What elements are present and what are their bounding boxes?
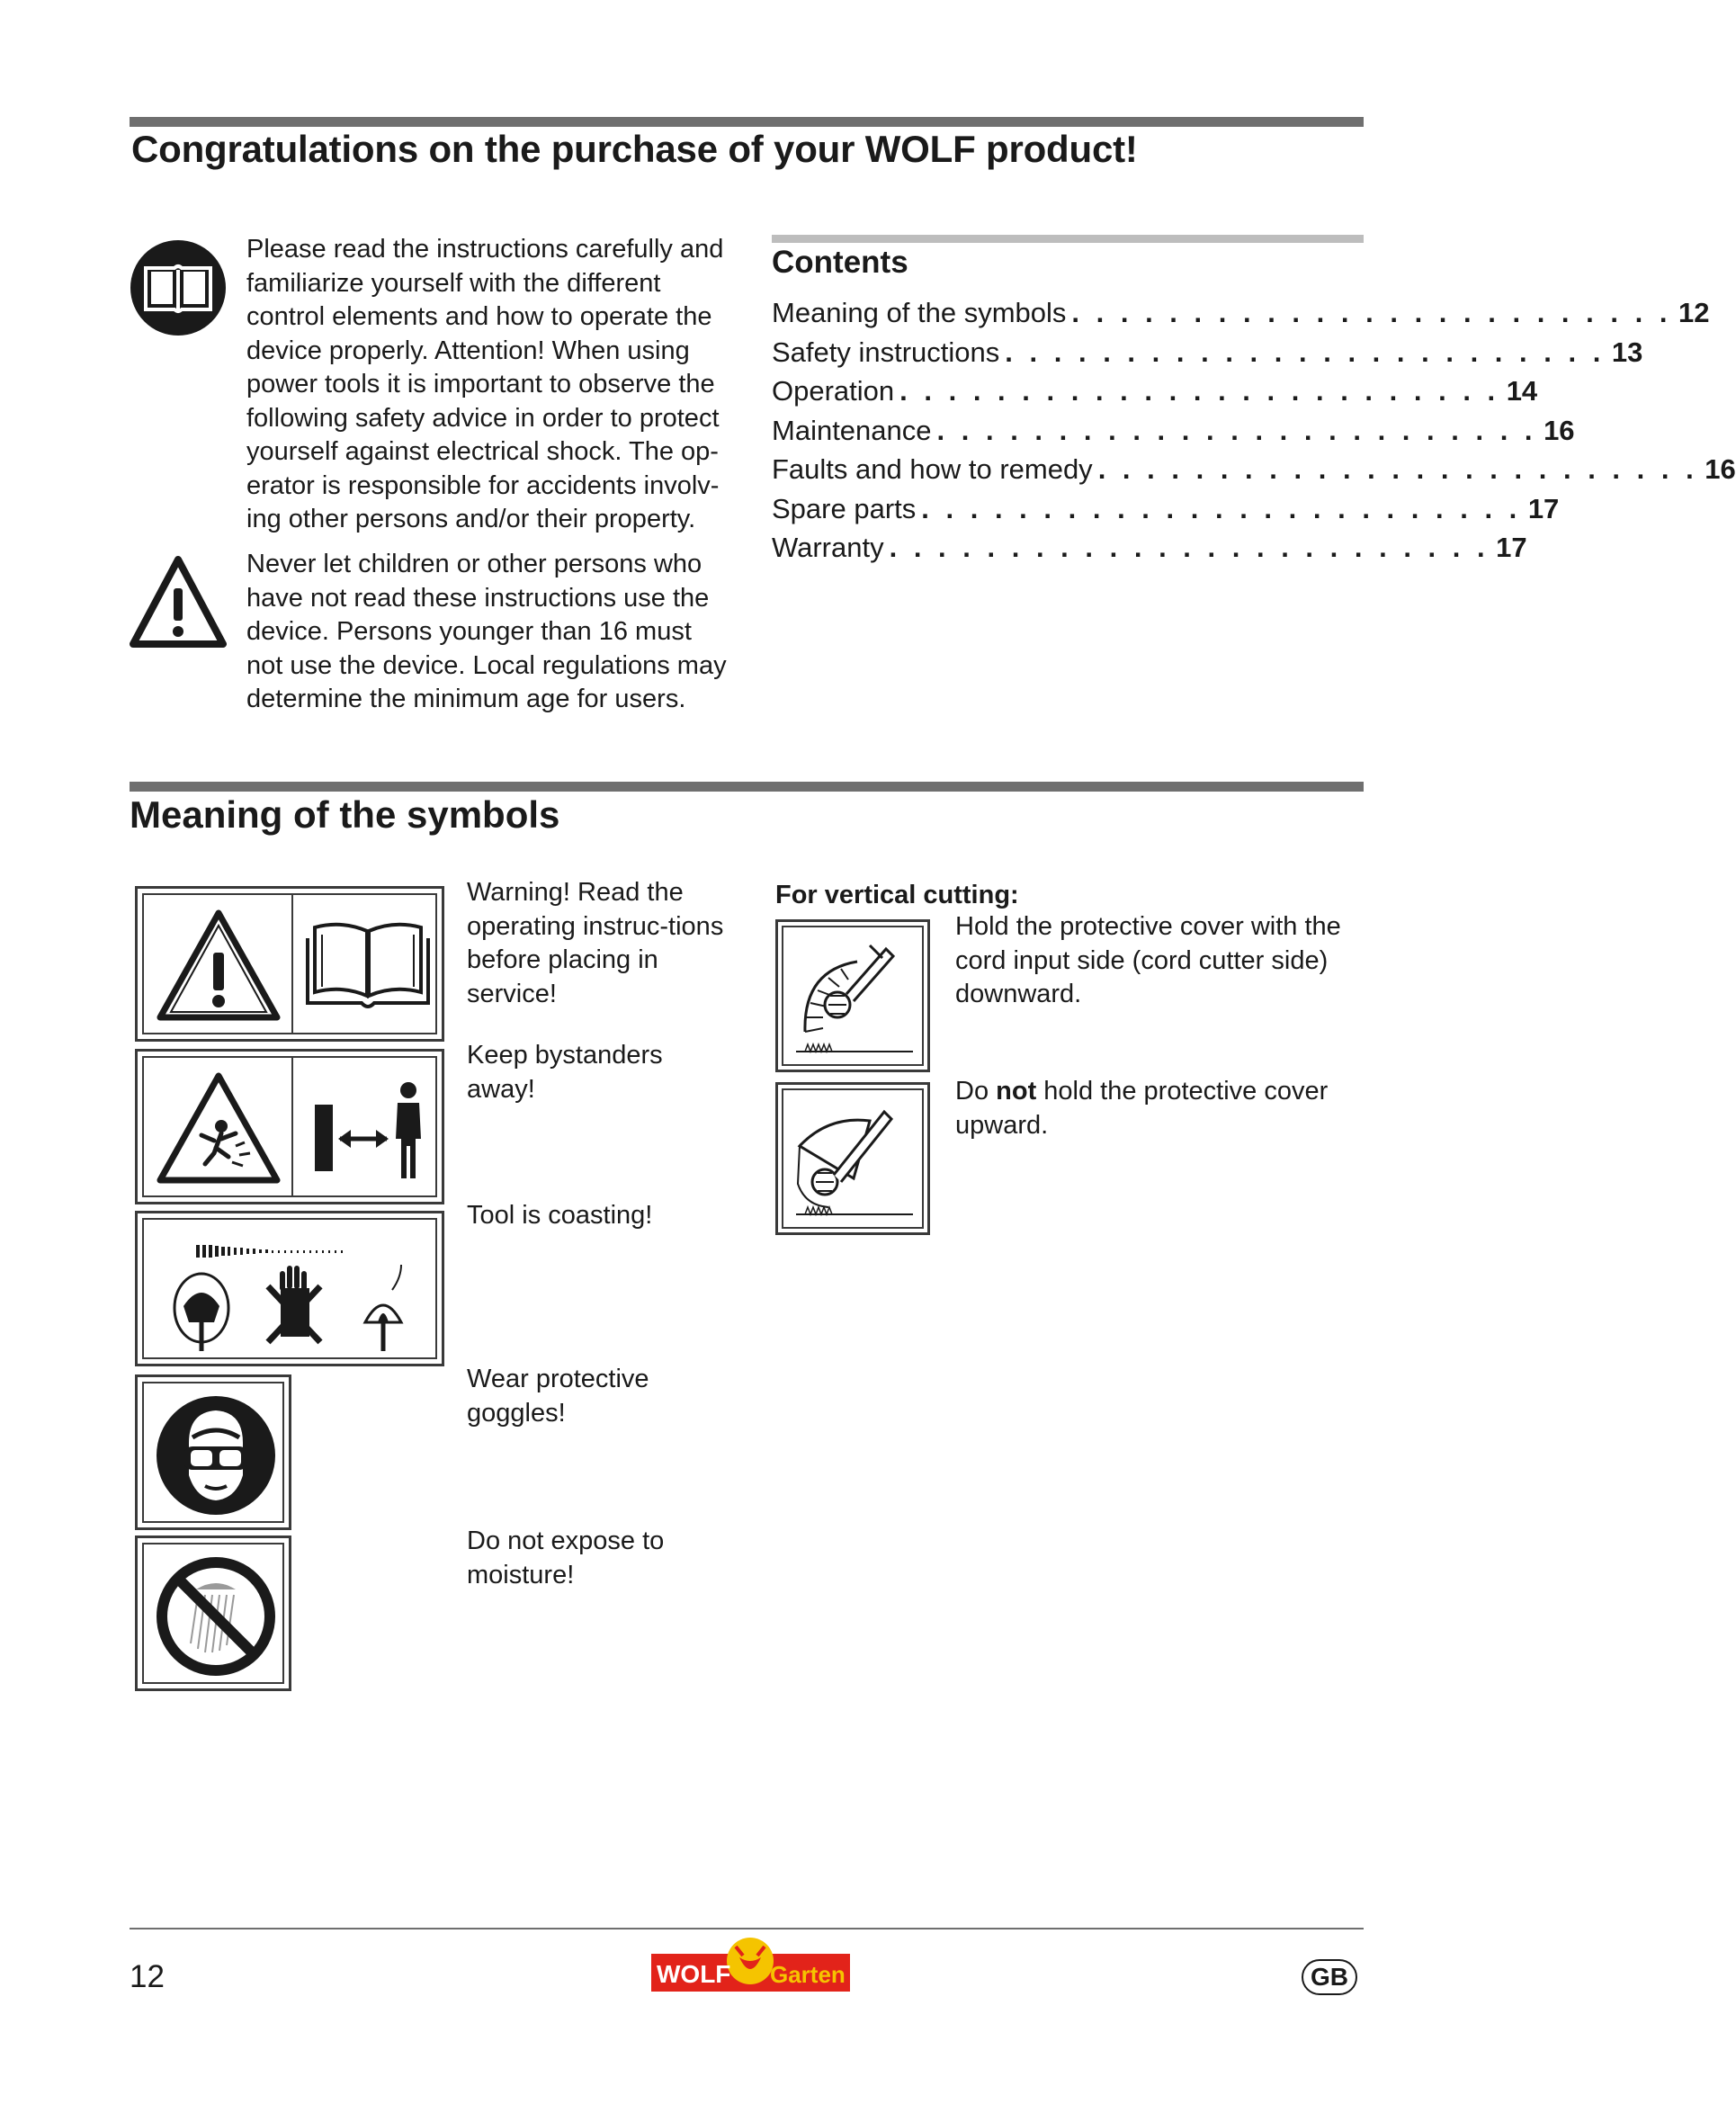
vertical-cut-wrong-text: Do not hold the protective cover upward. — [955, 1077, 1329, 1140]
toc-page: 12 — [1678, 297, 1710, 328]
symbol-goggles — [135, 1374, 291, 1530]
vertical-cut-correct-image — [775, 919, 930, 1072]
no-rain-icon — [153, 1553, 279, 1679]
toc-label: Warranty — [772, 532, 884, 563]
vertical-cut-wrong-image — [775, 1082, 930, 1235]
toc-page: 13 — [1611, 336, 1643, 368]
symbol-text: Tool is coasting! — [467, 1201, 653, 1230]
toc-leader: . . . . . . . . . . . . . . . . . . . . . . . . . — [1097, 453, 1698, 485]
svg-text:Garten: Garten — [770, 1961, 846, 1988]
symbol-text: Warning! Read the operating instruc-tions before placing in service! — [467, 878, 724, 1008]
symbol-text: Wear protective goggles! — [467, 1365, 649, 1428]
toc-label: Operation — [772, 375, 895, 407]
toc-page: 17 — [1527, 492, 1560, 524]
toc-label: Maintenance — [772, 414, 932, 446]
svg-text:WOLF: WOLF — [657, 1960, 731, 1988]
contents-title: Contents — [772, 245, 908, 280]
keep-distance-icon — [302, 1070, 434, 1187]
toc-leader: . . . . . . . . . . . . . . . . . . . . . . . . . — [936, 414, 1537, 446]
toc-leader: . . . . . . . . . . . . . . . . . . . . . . . . . — [1071, 297, 1672, 328]
toc-leader: . . . . . . . . . . . . . . . . . . . . . . . . . — [889, 532, 1490, 563]
toc-page: 17 — [1496, 532, 1527, 563]
read-manual-icon — [130, 239, 227, 336]
toc-entry[interactable] — [772, 414, 1575, 454]
toc-leader: . . . . . . . . . . . . . . . . . . . . . . . . . — [921, 492, 1522, 524]
wolf-garten-logo — [649, 1934, 852, 1995]
flying-debris-icon — [155, 1070, 282, 1186]
trimmer-cover-up-icon — [787, 1094, 922, 1229]
contents-rule — [772, 235, 1364, 243]
vertical-cut-correct-text: Hold the protective cover with the cord input side (cord cutter side) downward. — [955, 912, 1341, 1008]
toc-leader: . . . . . . . . . . . . . . . . . . . . . . . . . — [899, 375, 1500, 407]
page-number: 12 — [130, 1959, 165, 1994]
trimmer-cover-down-icon — [787, 931, 922, 1066]
footer-rule — [130, 1928, 1364, 1929]
open-book-icon — [302, 915, 434, 1016]
page-title: Congratulations on the purchase of your WOLF product! — [131, 128, 1138, 170]
warning-triangle-icon — [155, 908, 282, 1023]
toc-page: 16 — [1705, 453, 1736, 485]
coasting-tool-icon — [157, 1229, 428, 1355]
protective-goggles-icon — [153, 1392, 279, 1518]
toc-entry[interactable] — [772, 453, 1736, 493]
symbol-bystanders — [135, 1049, 444, 1204]
intro-warning-text: Never let children or other persons who have not read these instructions use the device. Persons younger than 16 must not use the device. Local regulations may determine the minimum age for users. — [246, 550, 727, 713]
symbol-read-manual — [135, 886, 444, 1042]
symbol-text: Do not expose to moisture! — [467, 1527, 665, 1589]
toc-label: Spare parts — [772, 492, 917, 524]
toc-leader: . . . . . . . . . . . . . . . . . . . . . . . . . — [1005, 336, 1606, 368]
toc-label: Meaning of the symbols — [772, 297, 1067, 328]
country-code-badge: GB — [1302, 1959, 1357, 1995]
section-rule — [130, 782, 1364, 792]
toc-entry[interactable] — [772, 336, 1643, 376]
toc-entry[interactable] — [772, 375, 1538, 415]
toc-label: Faults and how to remedy — [772, 453, 1093, 485]
table-of-contents — [772, 297, 1736, 571]
toc-entry[interactable] — [772, 492, 1560, 533]
symbol-text: Keep bystanders away! — [467, 1041, 663, 1104]
warning-triangle-icon — [128, 554, 228, 653]
toc-entry[interactable] — [772, 532, 1527, 571]
toc-page: 14 — [1506, 375, 1538, 407]
symbol-moisture — [135, 1535, 291, 1691]
section-title: Meaning of the symbols — [130, 793, 560, 836]
wolf-garten-logo-image — [649, 1934, 852, 1995]
header-rule — [130, 117, 1364, 127]
toc-page: 16 — [1544, 414, 1575, 446]
toc-entry[interactable] — [772, 297, 1710, 336]
toc-label: Safety instructions — [772, 336, 1000, 368]
symbol-coasting — [135, 1211, 444, 1366]
vertical-cutting-title: For vertical cutting: — [775, 881, 1019, 909]
intro-read-text: Please read the instructions carefully and familiarize yourself with the different control elements and how to operate the device properly. Attention! When using power tools it is important to observe the following safety advice in order to protect yourself against electrical shock. The op-erator is responsible for accidents involv-ing other persons and/or their property. — [246, 235, 724, 533]
